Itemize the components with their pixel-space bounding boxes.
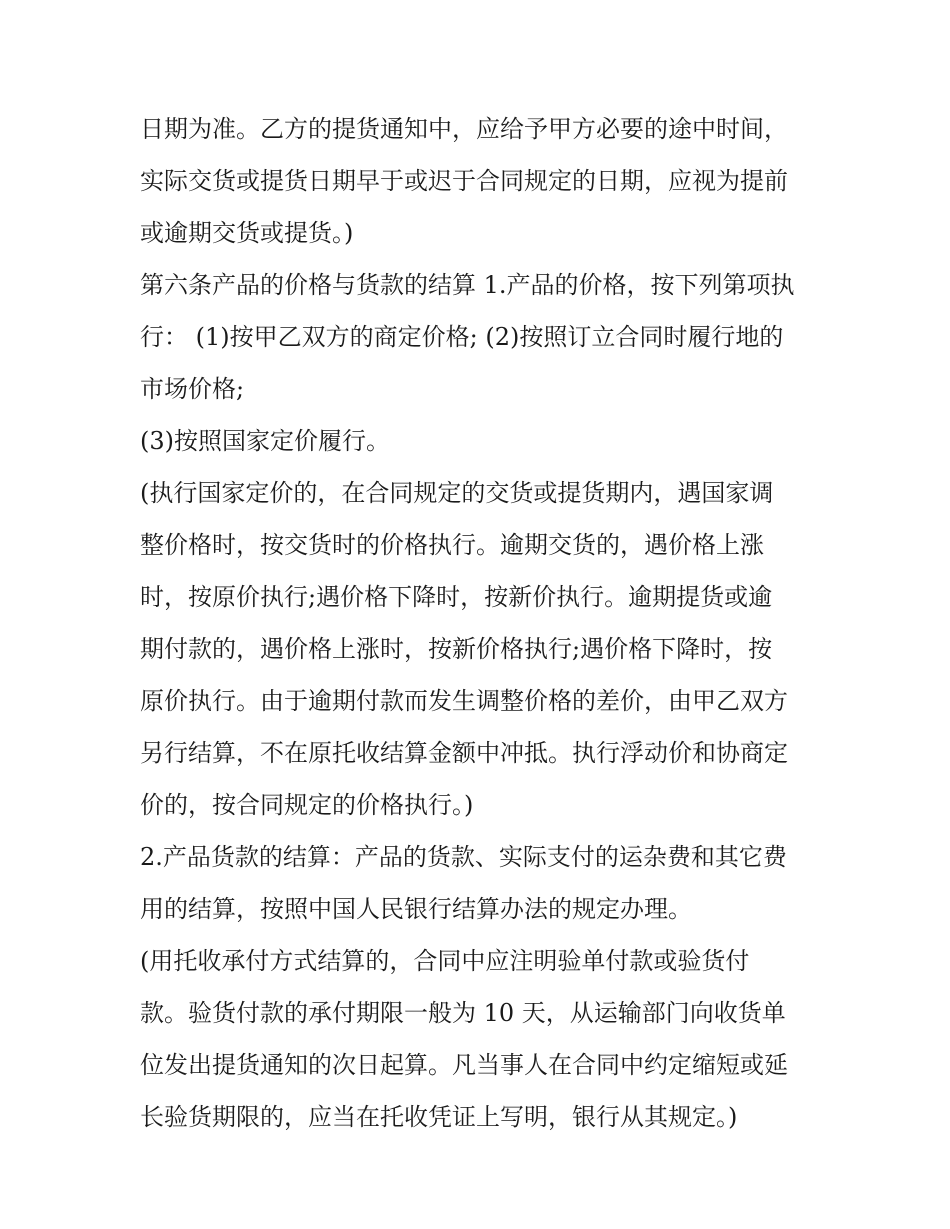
- text-line: (用托收承付方式结算的，合同中应注明验单付款或验货付: [140, 947, 750, 975]
- text-line: 长验货期限的，应当在托收凭证上写明，银行从其规定。): [140, 1103, 738, 1131]
- text-line: 位发出提货通知的次日起算。凡当事人在合同中约定缩短或延: [140, 1051, 788, 1079]
- text-line: 行： (1)按甲乙双方的商定价格; (2)按照订立合同时履行地的: [140, 323, 784, 351]
- text-line: 第六条产品的价格与货款的结算 1.产品的价格，按下列第项执: [140, 271, 795, 299]
- contract-text: [140, 103, 820, 1143]
- text-line: (3)按照国家定价履行。: [140, 427, 390, 455]
- text-line: 2.产品货款的结算：产品的货款、实际支付的运杂费和其它费: [140, 843, 787, 871]
- text-line: (执行国家定价的，在合同规定的交货或提货期内，遇国家调: [140, 479, 774, 507]
- text-line: 用的结算，按照中国人民银行结算办法的规定办理。: [140, 895, 692, 923]
- text-line: 期付款的，遇价格上涨时，按新价格执行;遇价格下降时，按: [140, 635, 773, 663]
- text-line: 另行结算，不在原托收结算金额中冲抵。执行浮动价和协商定: [140, 739, 788, 767]
- text-line: 整价格时，按交货时的价格执行。逾期交货的，遇价格上涨: [140, 531, 764, 559]
- text-line: 原价执行。由于逾期付款而发生调整价格的差价，由甲乙双方: [140, 687, 788, 715]
- text-line: 时，按原价执行;遇价格下降时，按新价执行。逾期提货或逾: [140, 583, 773, 611]
- text-line: 价的，按合同规定的价格执行。): [140, 791, 474, 819]
- text-line: 实际交货或提货日期早于或迟于合同规定的日期，应视为提前: [140, 167, 788, 195]
- text-line: 市场价格;: [140, 375, 245, 403]
- text-line: 或逾期交货或提货。): [140, 219, 354, 247]
- text-line: 款。验货付款的承付期限一般为 10 天，从运输部门向收货单: [140, 999, 786, 1027]
- text-line: 日期为准。乙方的提货通知中，应给予甲方必要的途中时间，: [140, 115, 788, 143]
